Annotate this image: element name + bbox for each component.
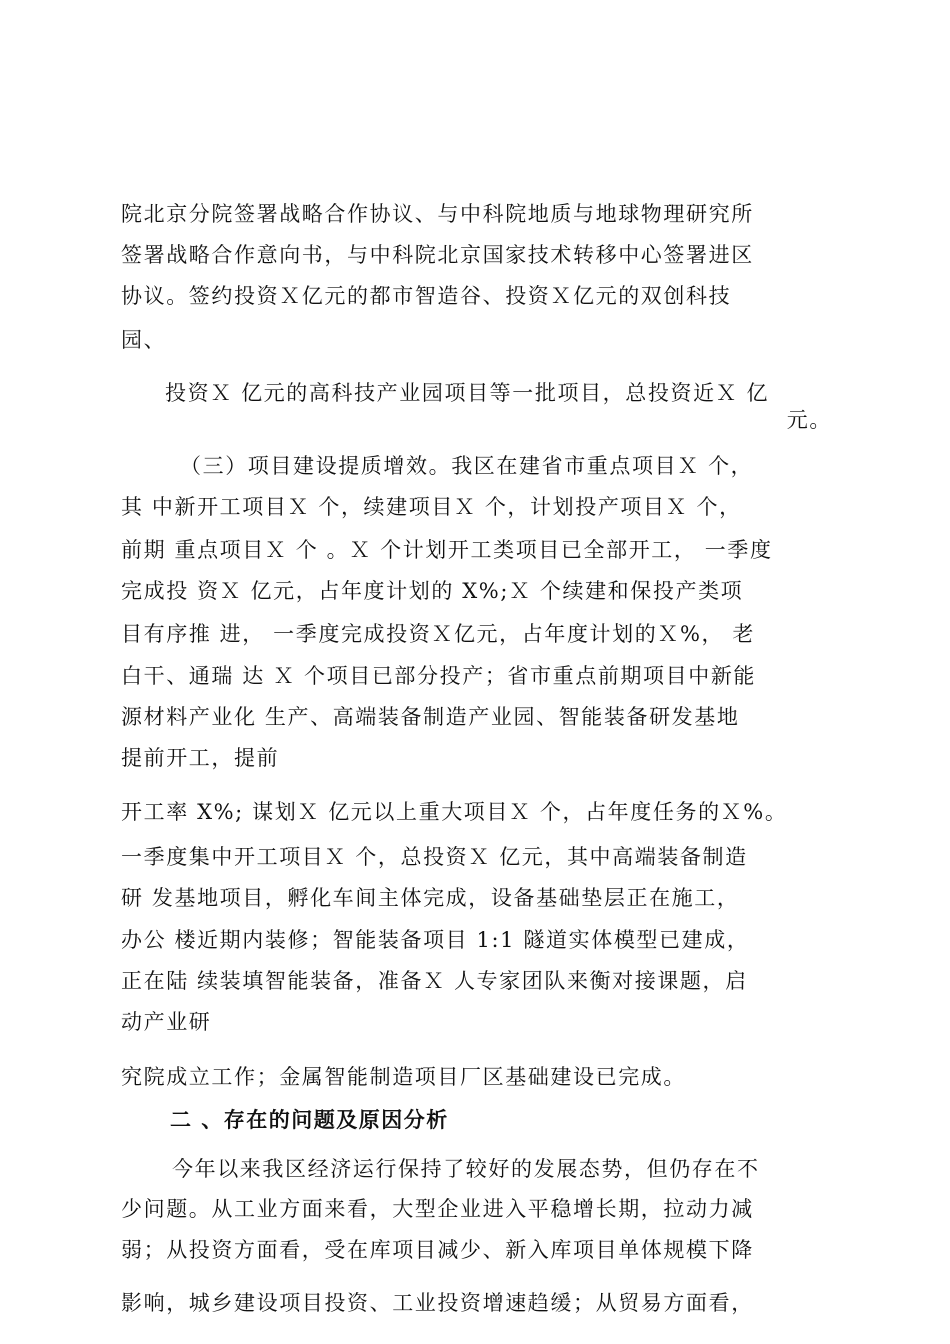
section-heading: 二 、存在的问题及原因分析: [170, 1108, 449, 1132]
text-line: 签署战略合作意向书，与中科院北京国家技术转移中心签署进区: [121, 243, 754, 267]
text-line: 动产业研: [121, 1010, 212, 1034]
text-line: 完成投 资Ｘ 亿元，占年度计划的 X%;Ｘ 个续建和保投产类项: [121, 579, 744, 603]
text-line: 前期 重点项目Ｘ 个 。Ｘ 个计划开工类项目已全部开工， 一季度: [121, 538, 773, 562]
text-line: 园、: [121, 328, 167, 352]
text-line: 协议。签约投资Ｘ亿元的都市智造谷、投资Ｘ亿元的双创科技: [121, 284, 732, 308]
text-line: 院北京分院签署战略合作协议、与中科院地质与地球物理研究所: [121, 202, 754, 226]
text-line: 一季度集中开工项目Ｘ 个，总投资Ｘ 亿元，其中高端装备制造: [121, 845, 748, 869]
text-line: 提前开工，提前: [121, 746, 280, 770]
text-line: 白干、通瑞 达 Ｘ 个项目已部分投产；省市重点前期项目中新能: [121, 664, 757, 688]
text-line: 源材料产业化 生产、高端装备制造产业园、智能装备研发基地: [121, 705, 740, 729]
text-line: 少问题。从工业方面来看，大型企业进入平稳增长期，拉动力减: [121, 1197, 754, 1221]
text-line: 究院成立工作；金属智能制造项目厂区基础建设已完成。: [121, 1065, 686, 1089]
text-line: 目有序推 进， 一季度完成投资Ｘ亿元，占年度计划的Ｘ%， 老: [121, 622, 755, 646]
text-line: 投资Ｘ 亿元的高科技产业园项目等一批项目，总投资近Ｘ 亿: [165, 381, 770, 405]
text-line: 开工率 X%; 谋划Ｘ 亿元以上重大项目Ｘ 个，占年度任务的Ｘ%。: [121, 800, 788, 824]
text-line: 弱；从投资方面看，受在库项目减少、新入库项目单体规模下降: [121, 1238, 754, 1262]
text-line: 办公 楼近期内装修；智能装备项目 1:1 隧道实体模型已建成，: [121, 928, 750, 952]
text-line: 研 发基地项目，孵化车间主体完成，设备基础垫层正在施工，: [121, 886, 740, 910]
section-subheading: （三）项目建设提质增效。我区在建省市重点项目Ｘ 个，: [180, 454, 754, 478]
text-line: 其 中新开工项目Ｘ 个，续建项目Ｘ 个，计划投产项目Ｘ 个，: [121, 495, 742, 519]
text-line: 今年以来我区经济运行保持了较好的发展态势，但仍存在不: [172, 1157, 760, 1181]
text-line: 影响，城乡建设项目投资、工业投资增速趋缓；从贸易方面看，: [121, 1291, 754, 1315]
text-line: 正在陆 续装填智能装备，准备Ｘ 人专家团队来衡对接课题，启: [121, 969, 748, 993]
text-line: 元。: [786, 408, 832, 432]
